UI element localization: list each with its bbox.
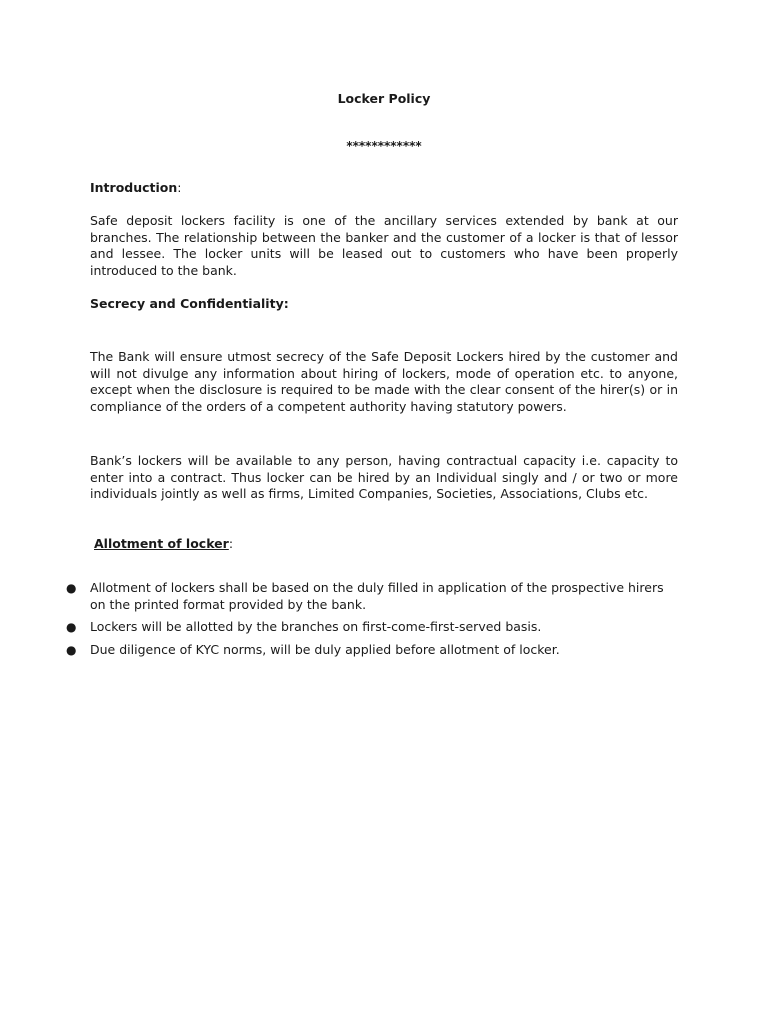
introduction-paragraph: Safe deposit lockers facility is one of the ancillary services extended by bank at our branches. The relationship between the banker and the customer of a locker is that of lessor and lessee. The locker units will be leased out to customers who have been properly introduced to the bank.: [90, 213, 678, 279]
document-title: Locker Policy: [337, 91, 431, 106]
allotment-heading-text: Allotment of locker: [94, 536, 229, 551]
secrecy-heading: Secrecy and Confidentiality:: [90, 296, 289, 311]
secrecy-paragraph-1: The Bank will ensure utmost secrecy of the Safe Deposit Lockers hired by the customer and will not divulge any information about hiring of lockers, mode of operation etc. to anyone, except when the disclosure is required to be made with the clear consent of the hirer(s) or in compliance of the orders of a competent authority having statutory powers.: [90, 349, 678, 415]
list-item: [0, 580, 678, 613]
allotment-heading-colon: :: [228, 536, 234, 551]
introduction-heading-colon: :: [177, 180, 182, 195]
allotment-heading: [94, 536, 233, 552]
secrecy-paragraph-2: Bank’s lockers will be available to any person, having contractual capacity i.e. capacity to enter into a contract. Thus locker can be hired by an Individual singly and / or two or more individuals jointly as well as firms, Limited Companies, Societies, Associations, Clubs etc.: [90, 453, 678, 502]
introduction-heading-text: Introduction: [90, 180, 178, 195]
title-separator: ************: [346, 139, 422, 153]
list-item-text: Allotment of lockers shall be based on the duly filled in application of the prospective hirers on the printed format provided by the bank.: [90, 580, 664, 612]
list-item-text: Lockers will be allotted by the branches on first-come-first-served basis.: [90, 619, 542, 635]
list-item: [0, 642, 678, 659]
list-item-text: Due diligence of KYC norms, will be duly applied before allotment of locker.: [90, 642, 560, 658]
allotment-list: [0, 580, 768, 665]
bullet-icon: ●: [66, 581, 77, 595]
bullet-icon: ●: [66, 643, 77, 658]
introduction-heading: [90, 180, 182, 196]
bullet-icon: ●: [66, 620, 77, 635]
list-item: [0, 619, 678, 636]
